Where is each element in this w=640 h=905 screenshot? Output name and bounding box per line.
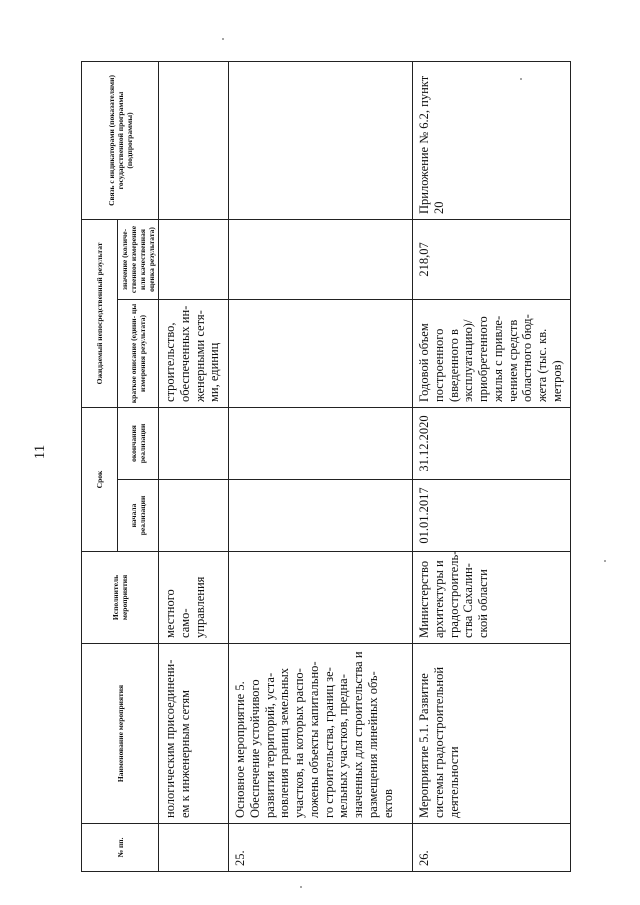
row-value: [229, 219, 413, 299]
row-desc: [229, 299, 413, 407]
header-expected-value: значение (количе- ственное измерение или качественная оценка результата): [118, 219, 159, 299]
row-end: [229, 407, 413, 479]
header-num: № пп.: [82, 824, 159, 872]
row-link: [229, 61, 413, 219]
header-link: Связь с индикаторами (показателями) государственной программы (подпрограммы): [82, 61, 159, 219]
row-link: [159, 61, 229, 219]
row-value: 218,07: [413, 219, 571, 299]
header-term-end: окончания реализации: [118, 407, 159, 479]
header-name: Наименование мероприятия: [82, 644, 159, 824]
table-row: [159, 61, 229, 871]
row-end: [159, 407, 229, 479]
row-value: [159, 219, 229, 299]
header-row-top: [82, 61, 118, 871]
activities-table-frame: [81, 62, 569, 872]
row-link: Приложение № 6.2, пункт 20: [413, 61, 571, 219]
row-desc: Годовой объем построенного (введенного в эксплуатацию)/ приобретенного жилья с привле- чением средств областного бюд- жета (тыс. кв. метров): [413, 299, 571, 407]
scan-speck: [300, 886, 302, 888]
row-start: 01.01.2017: [413, 480, 571, 552]
row-num: 26.: [413, 824, 571, 872]
table-row: [229, 61, 413, 871]
row-num: [159, 824, 229, 872]
scan-speck: [222, 38, 224, 40]
header-expected-desc: краткое описание (едини- цы измерения результата): [118, 299, 159, 407]
header-term: Срок: [82, 407, 118, 551]
row-executor: [229, 552, 413, 644]
row-end: 31.12.2020: [413, 407, 571, 479]
row-executor: местного само- управления: [159, 552, 229, 644]
row-start: [159, 480, 229, 552]
row-name: Мероприятие 5.1. Развитие системы градостроительной деятельности: [413, 644, 571, 824]
row-num: 25.: [229, 824, 413, 872]
scan-speck: [520, 78, 522, 80]
row-name: Основное мероприятие 5. Обеспечение устойчивого развития территорий, уста- новления границ земельных участков, на которых распо- ложены объекты капитально- го строительства, границ зе- мельных участков, предна- значенных для строительства и размещения линейных объ- ектов: [229, 644, 413, 824]
scan-speck: [604, 560, 606, 562]
header-term-start: начала реализации: [118, 480, 159, 552]
row-name: нологическим присоединени- ем к инженерным сетям: [159, 644, 229, 824]
row-executor: Министерство архитектуры и градостроитель- ства Сахалин- ской области: [413, 552, 571, 644]
activities-table: [81, 61, 571, 872]
header-expected: Ожидаемый непосредственный результат: [82, 219, 118, 407]
table-row: [413, 61, 571, 871]
row-start: [229, 480, 413, 552]
row-desc: строительство, обеспеченных ин- женерными сетя- ми, единиц: [159, 299, 229, 407]
page-number: 11: [32, 444, 48, 460]
header-executor: Исполнитель мероприятия: [82, 552, 159, 644]
